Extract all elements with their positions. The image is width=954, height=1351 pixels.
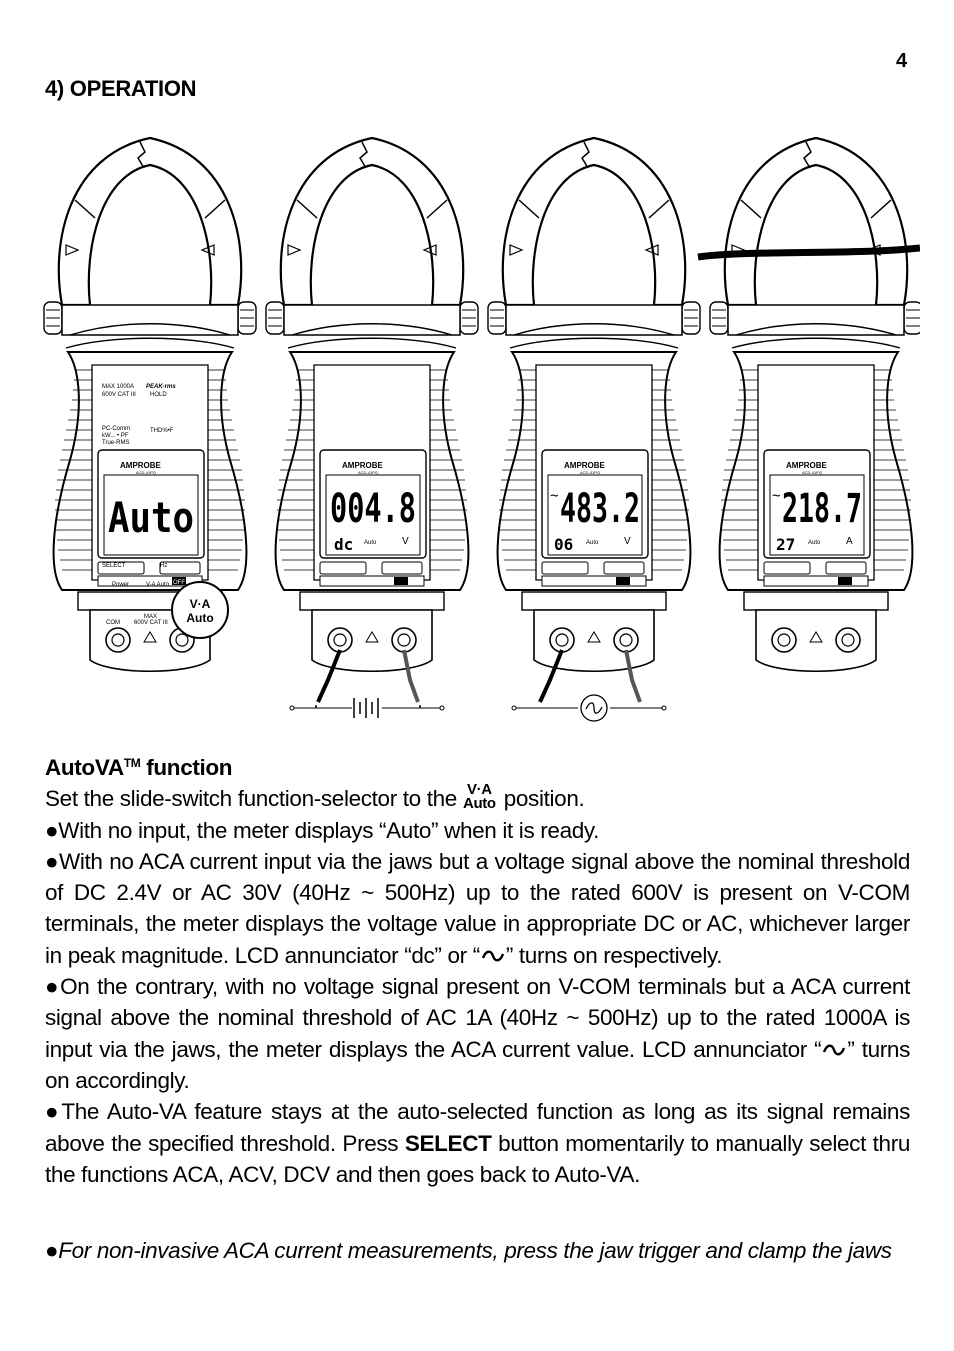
lcd-sub-display: dc — [334, 535, 354, 554]
bullet-no-input: ●With no input, the meter displays “Auto” when it is ready. — [45, 817, 600, 843]
pc-comm-label: PC-Comm — [102, 426, 130, 432]
bullet-current-text: ●On the contrary, with no voltage signal present on V-COM terminals but a ACA current signal above the nominal threshold of AC 1A (40Hz ~ 500Hz) up to the rated 1000A is input via the jaws, the meter displays the ACA current value. LCD annunciator “ — [45, 974, 910, 1062]
ac-tilde-icon — [821, 1042, 847, 1058]
brand-label: AMPROBE — [120, 461, 161, 470]
cat-input-label: 600V CAT III — [134, 620, 168, 626]
lcd-sub-display: 06 — [554, 535, 574, 554]
bullet-select-text: ●The Auto-VA feature stays at the auto-selected function as long as its signal remains above the specified threshold. Press — [45, 1099, 910, 1156]
off-label: OFF — [173, 580, 185, 586]
bullet-voltage-text-end: ” turns on respectively. — [505, 942, 723, 968]
bullet-select — [45, 1096, 910, 1190]
cat-rating-label: 600V CAT III — [102, 392, 136, 398]
page-number: 4 — [896, 50, 908, 72]
callout-auto-label: Auto — [186, 611, 214, 625]
bullet-select-text-end: button momentarily to manually select thru the functions ACA, ACV, DCV and then goes back to Auto-VA. — [45, 1130, 911, 1187]
bullet-voltage — [45, 846, 910, 971]
heading-rest: function — [140, 755, 233, 780]
hold-label: HOLD — [150, 392, 167, 398]
lcd-sub-display: 27 — [776, 535, 796, 554]
meter-3 — [488, 138, 700, 721]
peak-rms-label: PEAK-rms — [146, 384, 176, 390]
va-auto-icon-bottom: Auto — [462, 795, 496, 813]
com-label: COM — [106, 620, 120, 626]
meter-1 — [44, 138, 256, 671]
lcd-unit: A — [846, 536, 853, 547]
model-label: ACD-41PQ — [802, 470, 823, 475]
power-label: Power — [112, 582, 130, 588]
lcd-ac-symbol: ~ — [772, 488, 781, 504]
model-label: ACD-41PQ — [580, 470, 601, 475]
section-title: 4) OPERATION — [45, 76, 197, 101]
kw-pf-label: kW... • PF — [102, 433, 129, 439]
lcd-unit: V — [624, 536, 631, 547]
meter-4 — [698, 138, 920, 671]
function-heading — [45, 748, 910, 783]
select-keyword: SELECT — [404, 1130, 492, 1156]
hz-label: Hz — [160, 563, 168, 569]
callout-va-label: V·A — [189, 597, 211, 611]
set-switch-paragraph — [45, 783, 910, 814]
brand-label: AMPROBE — [564, 461, 605, 470]
thd-label: THD%•F — [150, 428, 174, 434]
trademark-mark: TM — [123, 756, 141, 770]
bullet-current-text-end: ” turns on accordingly. — [45, 1036, 910, 1093]
autova-section — [45, 748, 910, 1190]
select-label: SELECT — [102, 563, 126, 569]
bullet-current — [45, 971, 910, 1096]
max-label: MAX — [144, 614, 158, 620]
model-label: ACD-41PQ — [358, 470, 379, 475]
lcd-reading: 483.2 — [560, 486, 640, 532]
heading-main: AutoVA — [45, 755, 124, 780]
lcd-reading: Auto — [108, 493, 194, 542]
true-rms-label: True-RMS — [102, 440, 130, 446]
lcd-unit: V — [402, 536, 409, 547]
set-switch-text: Set the slide-switch function-selector to the — [45, 786, 457, 812]
brand-label: AMPROBE — [342, 461, 383, 470]
va-auto-icon-top: V·A — [466, 781, 492, 799]
lcd-auto-indicator: Auto — [364, 540, 377, 546]
aca-measurement-note: ●For non-invasive ACA current measurements, press the jaw trigger and clamp the jaws — [45, 1238, 892, 1263]
meter-2 — [266, 138, 478, 718]
model-label: ACD-41PQ — [136, 470, 157, 475]
lcd-auto-indicator: Auto — [586, 540, 599, 546]
va-auto-small-label: V-A Auto — [146, 582, 170, 588]
max-current-label: MAX 1000A — [102, 384, 135, 390]
va-auto-icon — [463, 783, 496, 811]
lcd-auto-indicator: Auto — [808, 540, 821, 546]
ac-tilde-icon — [480, 948, 506, 964]
lcd-reading: 218.7 — [782, 486, 862, 532]
brand-label: AMPROBE — [786, 461, 827, 470]
lcd-ac-symbol: ~ — [550, 488, 559, 504]
clamp-meter-figure — [40, 130, 920, 730]
set-switch-text-end: position. — [503, 786, 585, 812]
bullet-voltage-text: ●With no ACA current input via the jaws but a voltage signal above the nominal threshold of DC 2.4V or AC 30V (40Hz ~ 500Hz) up to the rated 600V is present on V-COM terminals, the meter displays the voltage value in appropriate DC or AC, whichever larger in peak magnitude. LCD annunciator “dc” or “ — [45, 848, 910, 968]
lcd-reading: 004.8 — [330, 486, 416, 532]
